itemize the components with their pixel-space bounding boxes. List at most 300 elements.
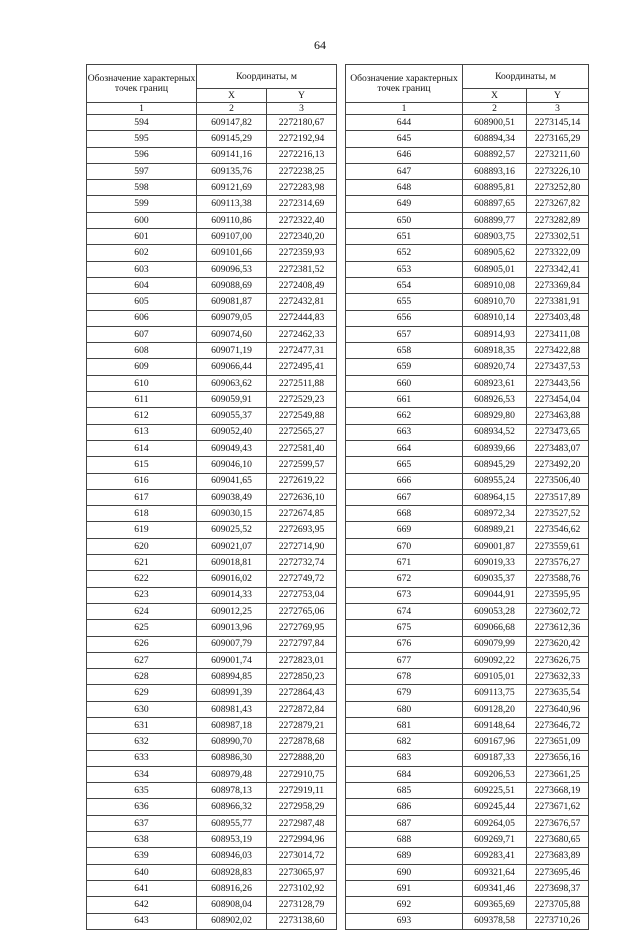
point-id-cell: 613 [87,424,197,440]
table-row [87,131,337,147]
x-coordinate-cell: 609013,96 [197,620,267,636]
x-coordinate-cell: 609066,44 [197,359,267,375]
x-coordinate-cell: 608905,62 [463,245,527,261]
table-row [87,522,337,538]
table-row [87,571,337,587]
point-id-cell: 662 [346,408,463,424]
point-id-cell: 602 [87,245,197,261]
x-coordinate-cell: 608920,74 [463,359,527,375]
table-row [87,343,337,359]
x-coordinate-cell: 608902,02 [197,913,267,929]
y-coordinate-cell: 2273411,08 [527,326,589,342]
point-id-cell: 649 [346,196,463,212]
table-row [87,832,337,848]
x-coordinate-cell: 608910,70 [463,294,527,310]
y-coordinate-cell: 2272674,85 [267,506,337,522]
x-coordinate-cell: 608987,18 [197,717,267,733]
table-row [346,522,589,538]
point-id-cell: 660 [346,375,463,391]
table-row [346,750,589,766]
point-id-cell: 675 [346,620,463,636]
table-row [346,147,589,163]
y-coordinate-cell: 2272283,98 [267,180,337,196]
x-coordinate-cell: 608972,34 [463,506,527,522]
x-coordinate-cell: 609101,66 [197,245,267,261]
x-coordinate-cell: 609283,41 [463,848,527,864]
x-coordinate-cell: 608990,70 [197,734,267,750]
x-coordinate-cell: 608893,16 [463,163,527,179]
table-row [87,424,337,440]
point-id-cell: 688 [346,832,463,848]
y-coordinate-cell: 2272714,90 [267,538,337,554]
x-coordinate-cell: 608914,93 [463,326,527,342]
table-row [346,359,589,375]
point-id-cell: 661 [346,392,463,408]
x-coordinate-cell: 609113,75 [463,685,527,701]
y-coordinate-cell: 2272322,40 [267,212,337,228]
table-row [346,913,589,929]
point-id-cell: 673 [346,587,463,603]
x-coordinate-cell: 608978,13 [197,783,267,799]
y-coordinate-cell: 2273595,95 [527,587,589,603]
y-coordinate-cell: 2273381,91 [527,294,589,310]
table-row [87,310,337,326]
table-row [87,685,337,701]
y-coordinate-cell: 2273680,65 [527,832,589,848]
y-coordinate-cell: 2273473,65 [527,424,589,440]
point-id-cell: 606 [87,310,197,326]
y-coordinate-cell: 2273620,42 [527,636,589,652]
point-id-cell: 632 [87,734,197,750]
point-id-cell: 647 [346,163,463,179]
point-id-cell: 684 [346,766,463,782]
table-row [346,424,589,440]
table-body [87,115,337,930]
x-coordinate-cell: 609007,79 [197,636,267,652]
table-row [87,587,337,603]
point-id-cell: 614 [87,440,197,456]
x-coordinate-cell: 608894,34 [463,131,527,147]
point-id-cell: 687 [346,815,463,831]
y-coordinate-cell: 2272864,43 [267,685,337,701]
point-id-cell: 627 [87,652,197,668]
point-id-cell: 665 [346,457,463,473]
y-coordinate-cell: 2273656,16 [527,750,589,766]
point-id-cell: 600 [87,212,197,228]
x-coordinate-cell: 609001,87 [463,538,527,554]
point-id-cell: 609 [87,359,197,375]
table-row [346,669,589,685]
y-coordinate-cell: 2273646,72 [527,717,589,733]
coordinates-table-left [86,64,337,930]
x-coordinate-cell: 608994,85 [197,669,267,685]
y-coordinate-cell: 2272238,25 [267,163,337,179]
table-row [346,620,589,636]
point-id-cell: 618 [87,506,197,522]
x-coordinate-cell: 609269,71 [463,832,527,848]
table-row [346,277,589,293]
table-row [87,506,337,522]
table-row [87,229,337,245]
y-coordinate-cell: 2272565,27 [267,424,337,440]
table-row [87,783,337,799]
y-coordinate-cell: 2273698,37 [527,880,589,896]
y-coordinate-cell: 2273635,54 [527,685,589,701]
table-row [346,131,589,147]
point-id-cell: 678 [346,669,463,685]
point-id-cell: 626 [87,636,197,652]
y-coordinate-cell: 2273683,89 [527,848,589,864]
x-coordinate-cell: 608903,75 [463,229,527,245]
table-row [87,375,337,391]
point-id-cell: 663 [346,424,463,440]
header-col-num: 1 [346,103,463,115]
x-coordinate-cell: 609135,76 [197,163,267,179]
y-coordinate-cell: 2273668,19 [527,783,589,799]
table-row [346,832,589,848]
y-coordinate-cell: 2273422,88 [527,343,589,359]
point-id-cell: 654 [346,277,463,293]
point-id-cell: 610 [87,375,197,391]
x-coordinate-cell: 609079,05 [197,310,267,326]
x-coordinate-cell: 609063,62 [197,375,267,391]
point-id-cell: 639 [87,848,197,864]
table-row [87,457,337,473]
x-coordinate-cell: 609121,69 [197,180,267,196]
point-id-cell: 686 [346,799,463,815]
table-row [346,652,589,668]
y-coordinate-cell: 2272619,22 [267,473,337,489]
header-coords-label: Координаты, м [197,65,337,89]
y-coordinate-cell: 2272878,68 [267,734,337,750]
y-coordinate-cell: 2272408,49 [267,277,337,293]
table-row [346,506,589,522]
point-id-cell: 637 [87,815,197,831]
table-row [346,799,589,815]
table-row [346,815,589,831]
table-row [346,571,589,587]
y-coordinate-cell: 2272958,29 [267,799,337,815]
point-id-cell: 668 [346,506,463,522]
point-id-cell: 683 [346,750,463,766]
table-row [346,636,589,652]
point-id-cell: 604 [87,277,197,293]
table-row [87,180,337,196]
x-coordinate-cell: 609025,52 [197,522,267,538]
table-row [87,848,337,864]
table-row [346,261,589,277]
point-id-cell: 669 [346,522,463,538]
x-coordinate-cell: 608910,14 [463,310,527,326]
y-coordinate-cell: 2273612,36 [527,620,589,636]
y-coordinate-cell: 2272919,11 [267,783,337,799]
y-coordinate-cell: 2272432,81 [267,294,337,310]
point-id-cell: 653 [346,261,463,277]
table-row [87,408,337,424]
x-coordinate-cell: 608979,48 [197,766,267,782]
y-coordinate-cell: 2272216,13 [267,147,337,163]
point-id-cell: 679 [346,685,463,701]
y-coordinate-cell: 2273252,80 [527,180,589,196]
point-id-cell: 640 [87,864,197,880]
y-coordinate-cell: 2272765,06 [267,603,337,619]
y-coordinate-cell: 2273640,96 [527,701,589,717]
table-row [346,310,589,326]
y-coordinate-cell: 2273102,92 [267,880,337,896]
y-coordinate-cell: 2272769,95 [267,620,337,636]
point-id-cell: 643 [87,913,197,929]
point-id-cell: 645 [346,131,463,147]
table-row [87,734,337,750]
table-row [87,669,337,685]
point-id-cell: 658 [346,343,463,359]
point-id-cell: 616 [87,473,197,489]
table-row [87,277,337,293]
x-coordinate-cell: 609035,37 [463,571,527,587]
table-row [346,783,589,799]
table-row [346,343,589,359]
point-id-cell: 691 [346,880,463,896]
x-coordinate-cell: 609001,74 [197,652,267,668]
point-id-cell: 631 [87,717,197,733]
x-coordinate-cell: 609088,69 [197,277,267,293]
table-row [346,457,589,473]
point-id-cell: 659 [346,359,463,375]
y-coordinate-cell: 2273671,62 [527,799,589,815]
point-id-cell: 636 [87,799,197,815]
table-row [346,685,589,701]
y-coordinate-cell: 2272987,48 [267,815,337,831]
y-coordinate-cell: 2273014,72 [267,848,337,864]
x-coordinate-cell: 609321,64 [463,864,527,880]
point-id-cell: 605 [87,294,197,310]
x-coordinate-cell: 608923,61 [463,375,527,391]
x-coordinate-cell: 608934,52 [463,424,527,440]
coordinates-table-right [345,64,589,930]
table-row [87,766,337,782]
x-coordinate-cell: 608964,15 [463,489,527,505]
table-row [87,897,337,913]
point-id-cell: 624 [87,603,197,619]
x-coordinate-cell: 609038,49 [197,489,267,505]
table-row [87,115,337,131]
y-coordinate-cell: 2273492,20 [527,457,589,473]
table-row [346,587,589,603]
point-id-cell: 617 [87,489,197,505]
x-coordinate-cell: 609041,65 [197,473,267,489]
x-coordinate-cell: 608900,51 [463,115,527,131]
y-coordinate-cell: 2273676,57 [527,815,589,831]
y-coordinate-cell: 2272994,96 [267,832,337,848]
y-coordinate-cell: 2273527,52 [527,506,589,522]
point-id-cell: 650 [346,212,463,228]
x-coordinate-cell: 609264,05 [463,815,527,831]
table-row [346,115,589,131]
x-coordinate-cell: 608945,29 [463,457,527,473]
x-coordinate-cell: 609059,91 [197,392,267,408]
x-coordinate-cell: 608899,77 [463,212,527,228]
point-id-cell: 620 [87,538,197,554]
x-coordinate-cell: 609074,60 [197,326,267,342]
table-row [346,489,589,505]
x-coordinate-cell: 608981,43 [197,701,267,717]
table-row [87,815,337,831]
point-id-cell: 682 [346,734,463,750]
x-coordinate-cell: 609044,91 [463,587,527,603]
table-row [87,799,337,815]
point-id-cell: 615 [87,457,197,473]
table-row [87,294,337,310]
point-id-cell: 623 [87,587,197,603]
table-row [346,603,589,619]
table-row [87,392,337,408]
x-coordinate-cell: 608929,80 [463,408,527,424]
table-row [87,538,337,554]
y-coordinate-cell: 2273322,09 [527,245,589,261]
point-id-cell: 635 [87,783,197,799]
x-coordinate-cell: 608989,21 [463,522,527,538]
x-coordinate-cell: 609167,96 [463,734,527,750]
x-coordinate-cell: 608910,08 [463,277,527,293]
table-row [87,636,337,652]
table-row [87,864,337,880]
y-coordinate-cell: 2273559,61 [527,538,589,554]
x-coordinate-cell: 608916,26 [197,880,267,896]
table-row [346,473,589,489]
point-id-cell: 644 [346,115,463,131]
x-coordinate-cell: 609014,33 [197,587,267,603]
header-col-num: 3 [527,103,589,115]
point-id-cell: 651 [346,229,463,245]
y-coordinate-cell: 2272549,88 [267,408,337,424]
x-coordinate-cell: 609079,99 [463,636,527,652]
y-coordinate-cell: 2273626,75 [527,652,589,668]
header-coords-label: Координаты, м [463,65,589,89]
y-coordinate-cell: 2272495,41 [267,359,337,375]
header-col-num: 2 [463,103,527,115]
table-row [87,245,337,261]
point-id-cell: 595 [87,131,197,147]
point-id-cell: 625 [87,620,197,636]
x-coordinate-cell: 609128,20 [463,701,527,717]
point-id-cell: 634 [87,766,197,782]
y-coordinate-cell: 2273602,72 [527,603,589,619]
table-row [346,864,589,880]
x-coordinate-cell: 609052,40 [197,424,267,440]
point-id-cell: 672 [346,571,463,587]
y-coordinate-cell: 2272314,69 [267,196,337,212]
point-id-cell: 689 [346,848,463,864]
x-coordinate-cell: 608986,30 [197,750,267,766]
y-coordinate-cell: 2273437,53 [527,359,589,375]
x-coordinate-cell: 609107,00 [197,229,267,245]
y-coordinate-cell: 2273267,82 [527,196,589,212]
table-row [346,538,589,554]
point-id-cell: 622 [87,571,197,587]
point-id-cell: 690 [346,864,463,880]
table-row [87,620,337,636]
table-row [346,555,589,571]
table-row [87,555,337,571]
point-id-cell: 603 [87,261,197,277]
y-coordinate-cell: 2272529,23 [267,392,337,408]
table-row [346,294,589,310]
x-coordinate-cell: 609046,10 [197,457,267,473]
page-number: 64 [314,38,326,52]
table-row [346,392,589,408]
x-coordinate-cell: 608905,01 [463,261,527,277]
y-coordinate-cell: 2272511,88 [267,375,337,391]
x-coordinate-cell: 608955,77 [197,815,267,831]
x-coordinate-cell: 608918,35 [463,343,527,359]
table-row [87,652,337,668]
point-id-cell: 681 [346,717,463,733]
table-row [346,848,589,864]
y-coordinate-cell: 2273710,26 [527,913,589,929]
point-id-cell: 685 [346,783,463,799]
point-id-cell: 597 [87,163,197,179]
point-id-cell: 608 [87,343,197,359]
x-coordinate-cell: 608908,04 [197,897,267,913]
point-id-cell: 680 [346,701,463,717]
x-coordinate-cell: 609030,15 [197,506,267,522]
y-coordinate-cell: 2272823,01 [267,652,337,668]
header-point-label: Обозначение характерных точек границ [87,65,197,103]
table-row [346,766,589,782]
header-x: X [197,89,267,103]
x-coordinate-cell: 608926,53 [463,392,527,408]
y-coordinate-cell: 2273403,48 [527,310,589,326]
y-coordinate-cell: 2272581,40 [267,440,337,456]
table-row [87,163,337,179]
table-row [87,473,337,489]
x-coordinate-cell: 608953,19 [197,832,267,848]
x-coordinate-cell: 609049,43 [197,440,267,456]
y-coordinate-cell: 2273517,89 [527,489,589,505]
header-x: X [463,89,527,103]
x-coordinate-cell: 608991,39 [197,685,267,701]
y-coordinate-cell: 2273463,88 [527,408,589,424]
y-coordinate-cell: 2273454,04 [527,392,589,408]
y-coordinate-cell: 2273145,14 [527,115,589,131]
header-y: Y [527,89,589,103]
y-coordinate-cell: 2273282,89 [527,212,589,228]
y-coordinate-cell: 2272381,52 [267,261,337,277]
x-coordinate-cell: 608946,03 [197,848,267,864]
y-coordinate-cell: 2272910,75 [267,766,337,782]
point-id-cell: 692 [346,897,463,913]
y-coordinate-cell: 2272462,33 [267,326,337,342]
y-coordinate-cell: 2273506,40 [527,473,589,489]
table-row [87,359,337,375]
x-coordinate-cell: 608895,81 [463,180,527,196]
y-coordinate-cell: 2273065,97 [267,864,337,880]
point-id-cell: 671 [346,555,463,571]
point-id-cell: 619 [87,522,197,538]
y-coordinate-cell: 2272444,83 [267,310,337,326]
table-row [87,880,337,896]
x-coordinate-cell: 609378,58 [463,913,527,929]
table-row [346,163,589,179]
x-coordinate-cell: 609012,25 [197,603,267,619]
table-row [87,717,337,733]
point-id-cell: 596 [87,147,197,163]
y-coordinate-cell: 2273302,51 [527,229,589,245]
table-row [87,913,337,929]
x-coordinate-cell: 609245,44 [463,799,527,815]
point-id-cell: 667 [346,489,463,505]
y-coordinate-cell: 2273546,62 [527,522,589,538]
